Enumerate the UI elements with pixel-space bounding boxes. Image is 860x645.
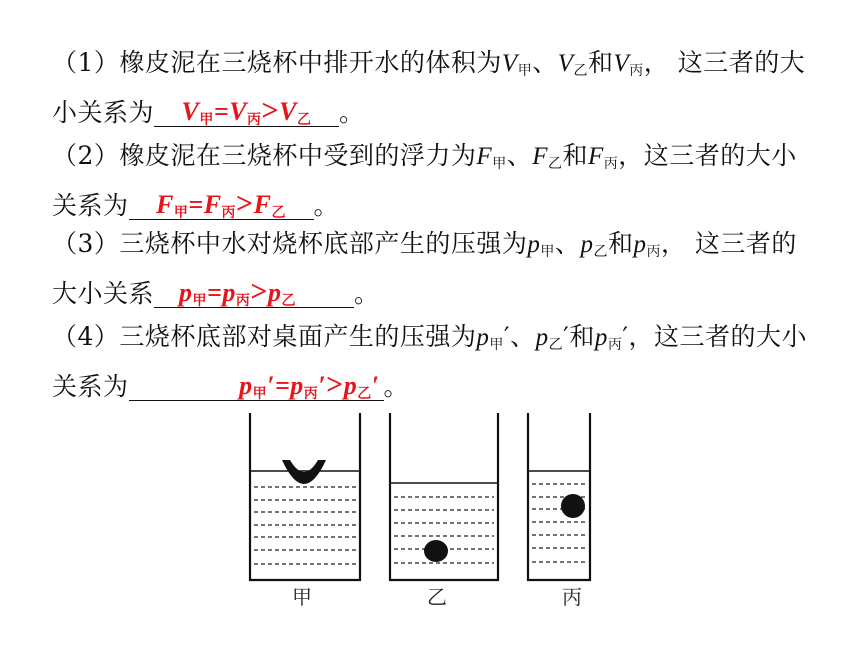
sub-yi: 乙 [548,156,563,172]
var-p-yi: p [580,231,594,258]
q2-text-b: ，这三者的大小关系为 [52,141,797,220]
label-bing: 丙 [562,585,582,608]
q3-text-b: ， 这三者的大小关系 [52,229,797,308]
question-2 [52,135,812,227]
label-jia: 甲 [292,585,312,608]
q3-text-a: （3）三烧杯中水对烧杯底部产生的压强为 [52,229,528,258]
answer-blank-4 [129,370,384,401]
conjunction: 和 [588,48,614,77]
var-v-bing: V [613,50,630,77]
answer-blank-3 [154,277,354,308]
period: 。 [339,98,365,127]
sub-jia: 甲 [517,63,533,79]
var-p-jia: p [476,324,490,351]
separator: 、 [510,322,536,351]
var-v-jia: V [501,50,518,77]
var-v-yi: V [557,50,574,77]
sub-jia: 甲 [492,156,507,172]
q4-text-b: ，这三者的大小关系为 [52,322,808,401]
sub-yi: 乙 [548,337,564,353]
prime: ′ [563,322,570,351]
beaker-bing [528,413,590,608]
var-p-jia: p [527,231,541,258]
sub-bing: 丙 [646,244,661,260]
conjunction: 和 [562,141,589,170]
sub-bing: 丙 [629,63,644,79]
clay-ball-sunk [424,540,448,562]
var-p-yi: p [535,324,549,351]
sub-jia: 甲 [540,244,555,260]
separator: 、 [554,229,581,258]
answer-2: $F_甲=F_丙>F_乙$ [156,187,286,221]
sub-bing: 丙 [603,156,619,172]
var-f-yi: F [532,143,548,170]
prime: ′ [622,322,629,351]
q4-text-a: （4）三烧杯底部对桌面产生的压强为 [52,322,477,351]
clay-ball-suspended [561,494,585,518]
period: 。 [383,372,410,401]
var-f-bing: F [588,143,604,170]
sub-yi: 乙 [573,63,588,79]
q2-text-a: （2）橡皮泥在三烧杯中受到的浮力为 [52,141,477,170]
water-lines [254,487,356,564]
separator: 、 [506,141,533,170]
beaker-yi [390,413,498,608]
sub-yi: 乙 [593,244,608,260]
sub-jia: 甲 [489,337,504,353]
question-1 [52,42,812,134]
answer-1: $V_甲=V_丙>V_乙$ [181,94,312,128]
prime: ′ [503,322,511,351]
beakers-figure [240,408,600,608]
answer-3: $p_甲=p_丙>p_乙$ [179,275,296,309]
answer-blank-1 [154,96,339,127]
conjunction: 和 [607,229,634,258]
separator: 、 [532,48,558,77]
q1-text-b: ， 这三者的大小关系为 [52,48,806,127]
question-3 [52,223,812,315]
clay-boat [282,460,326,484]
period: 。 [354,279,380,308]
var-p-bing: p [633,231,647,258]
period: 。 [313,191,340,220]
var-p-bing: p [594,324,608,351]
conjunction: 和 [569,322,595,351]
answer-4: $p_甲'=p_丙'>p_乙'$ [239,368,380,402]
beaker-jia [250,413,360,608]
q1-text-a: （1）橡皮泥在三烧杯中排开水的体积为 [52,48,502,77]
var-f-jia: F [476,143,493,170]
question-4 [52,316,812,408]
sub-bing: 丙 [607,337,623,353]
label-yi: 乙 [427,585,447,608]
answer-blank-2 [129,189,314,220]
